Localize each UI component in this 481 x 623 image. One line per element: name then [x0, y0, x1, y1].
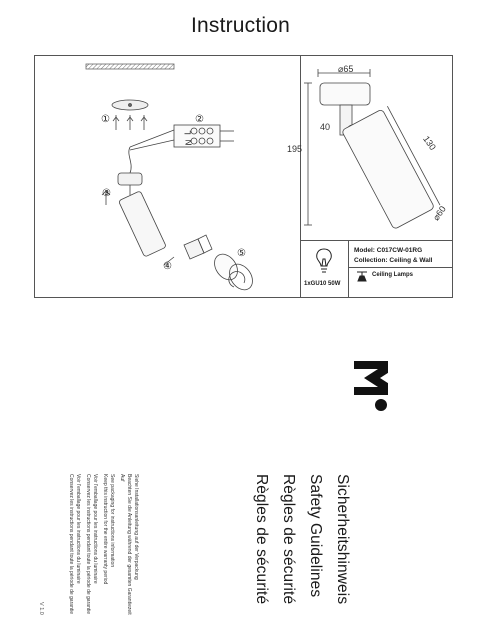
wire-l-label: L — [183, 130, 193, 135]
step-1-label: ① — [101, 114, 110, 125]
page-title: Instruction — [190, 14, 291, 37]
spec-separator — [349, 267, 453, 268]
type-label: Ceiling Lamps — [372, 272, 414, 278]
heading-regles-2: Règles de sécurité — [253, 474, 270, 605]
note-line-9: Conservez les instructions pendant toute la période de garantie — [68, 474, 74, 615]
bulb-cell — [300, 241, 349, 298]
note-line-1: Siehe Installationsanleitung auf der Verpackung — [133, 474, 139, 580]
step-2-label: ② — [195, 114, 204, 125]
step-3-label: ③ — [102, 188, 111, 199]
step-4-label: ④ — [163, 261, 172, 272]
note-line-8: Voir l'emballage pour les instructions du luminaire — [75, 474, 81, 584]
heading-safety-guidelines: Safety Guidelines — [307, 474, 324, 598]
dim-body-diameter: ⌀60 — [430, 204, 448, 223]
bulb-shape — [184, 239, 204, 259]
ceiling-lamp-icon — [356, 271, 368, 283]
dim-arm: 40 — [320, 122, 331, 132]
spec-box — [300, 240, 453, 298]
dim-length: 130 — [421, 133, 438, 153]
dim-height: 195 — [287, 144, 303, 154]
heading-regles-1: Règles de sécurité — [280, 474, 297, 605]
bulb-spec: 1xGU10 50W — [304, 281, 341, 287]
note-line-7: Conservez les instructions pendant toute la période de garantie — [85, 474, 91, 615]
ceiling-hatch — [86, 64, 174, 69]
dim-diameter: ⌀65 — [338, 64, 354, 74]
note-line-5: Keep this instruction for the entire warranty period — [102, 474, 108, 585]
wire-n-label: N — [184, 139, 194, 146]
model-label: Model: C017CW-01RG — [354, 247, 423, 254]
canopy-shape — [320, 83, 370, 105]
note-line-4: See packaging for instructions information — [109, 474, 115, 568]
bulb-icon — [315, 247, 333, 275]
collection-label: Collection: Ceiling & Wall — [354, 257, 433, 264]
note-line-2: Beachten Sie die Anleitung während der gesamten Garantiezeit — [126, 474, 132, 615]
version-label: V 1.0 — [38, 602, 44, 615]
note-line-6: Voir l'emballage pour les instructions du luminaire — [92, 474, 98, 584]
note-line-3: Auf — [119, 474, 125, 482]
step-5-label: ⑤ — [237, 248, 246, 259]
brand-logo — [354, 358, 388, 412]
heading-sicherheitshinweis: Sicherheitshinweis — [334, 474, 351, 605]
lamp-body — [118, 191, 166, 257]
